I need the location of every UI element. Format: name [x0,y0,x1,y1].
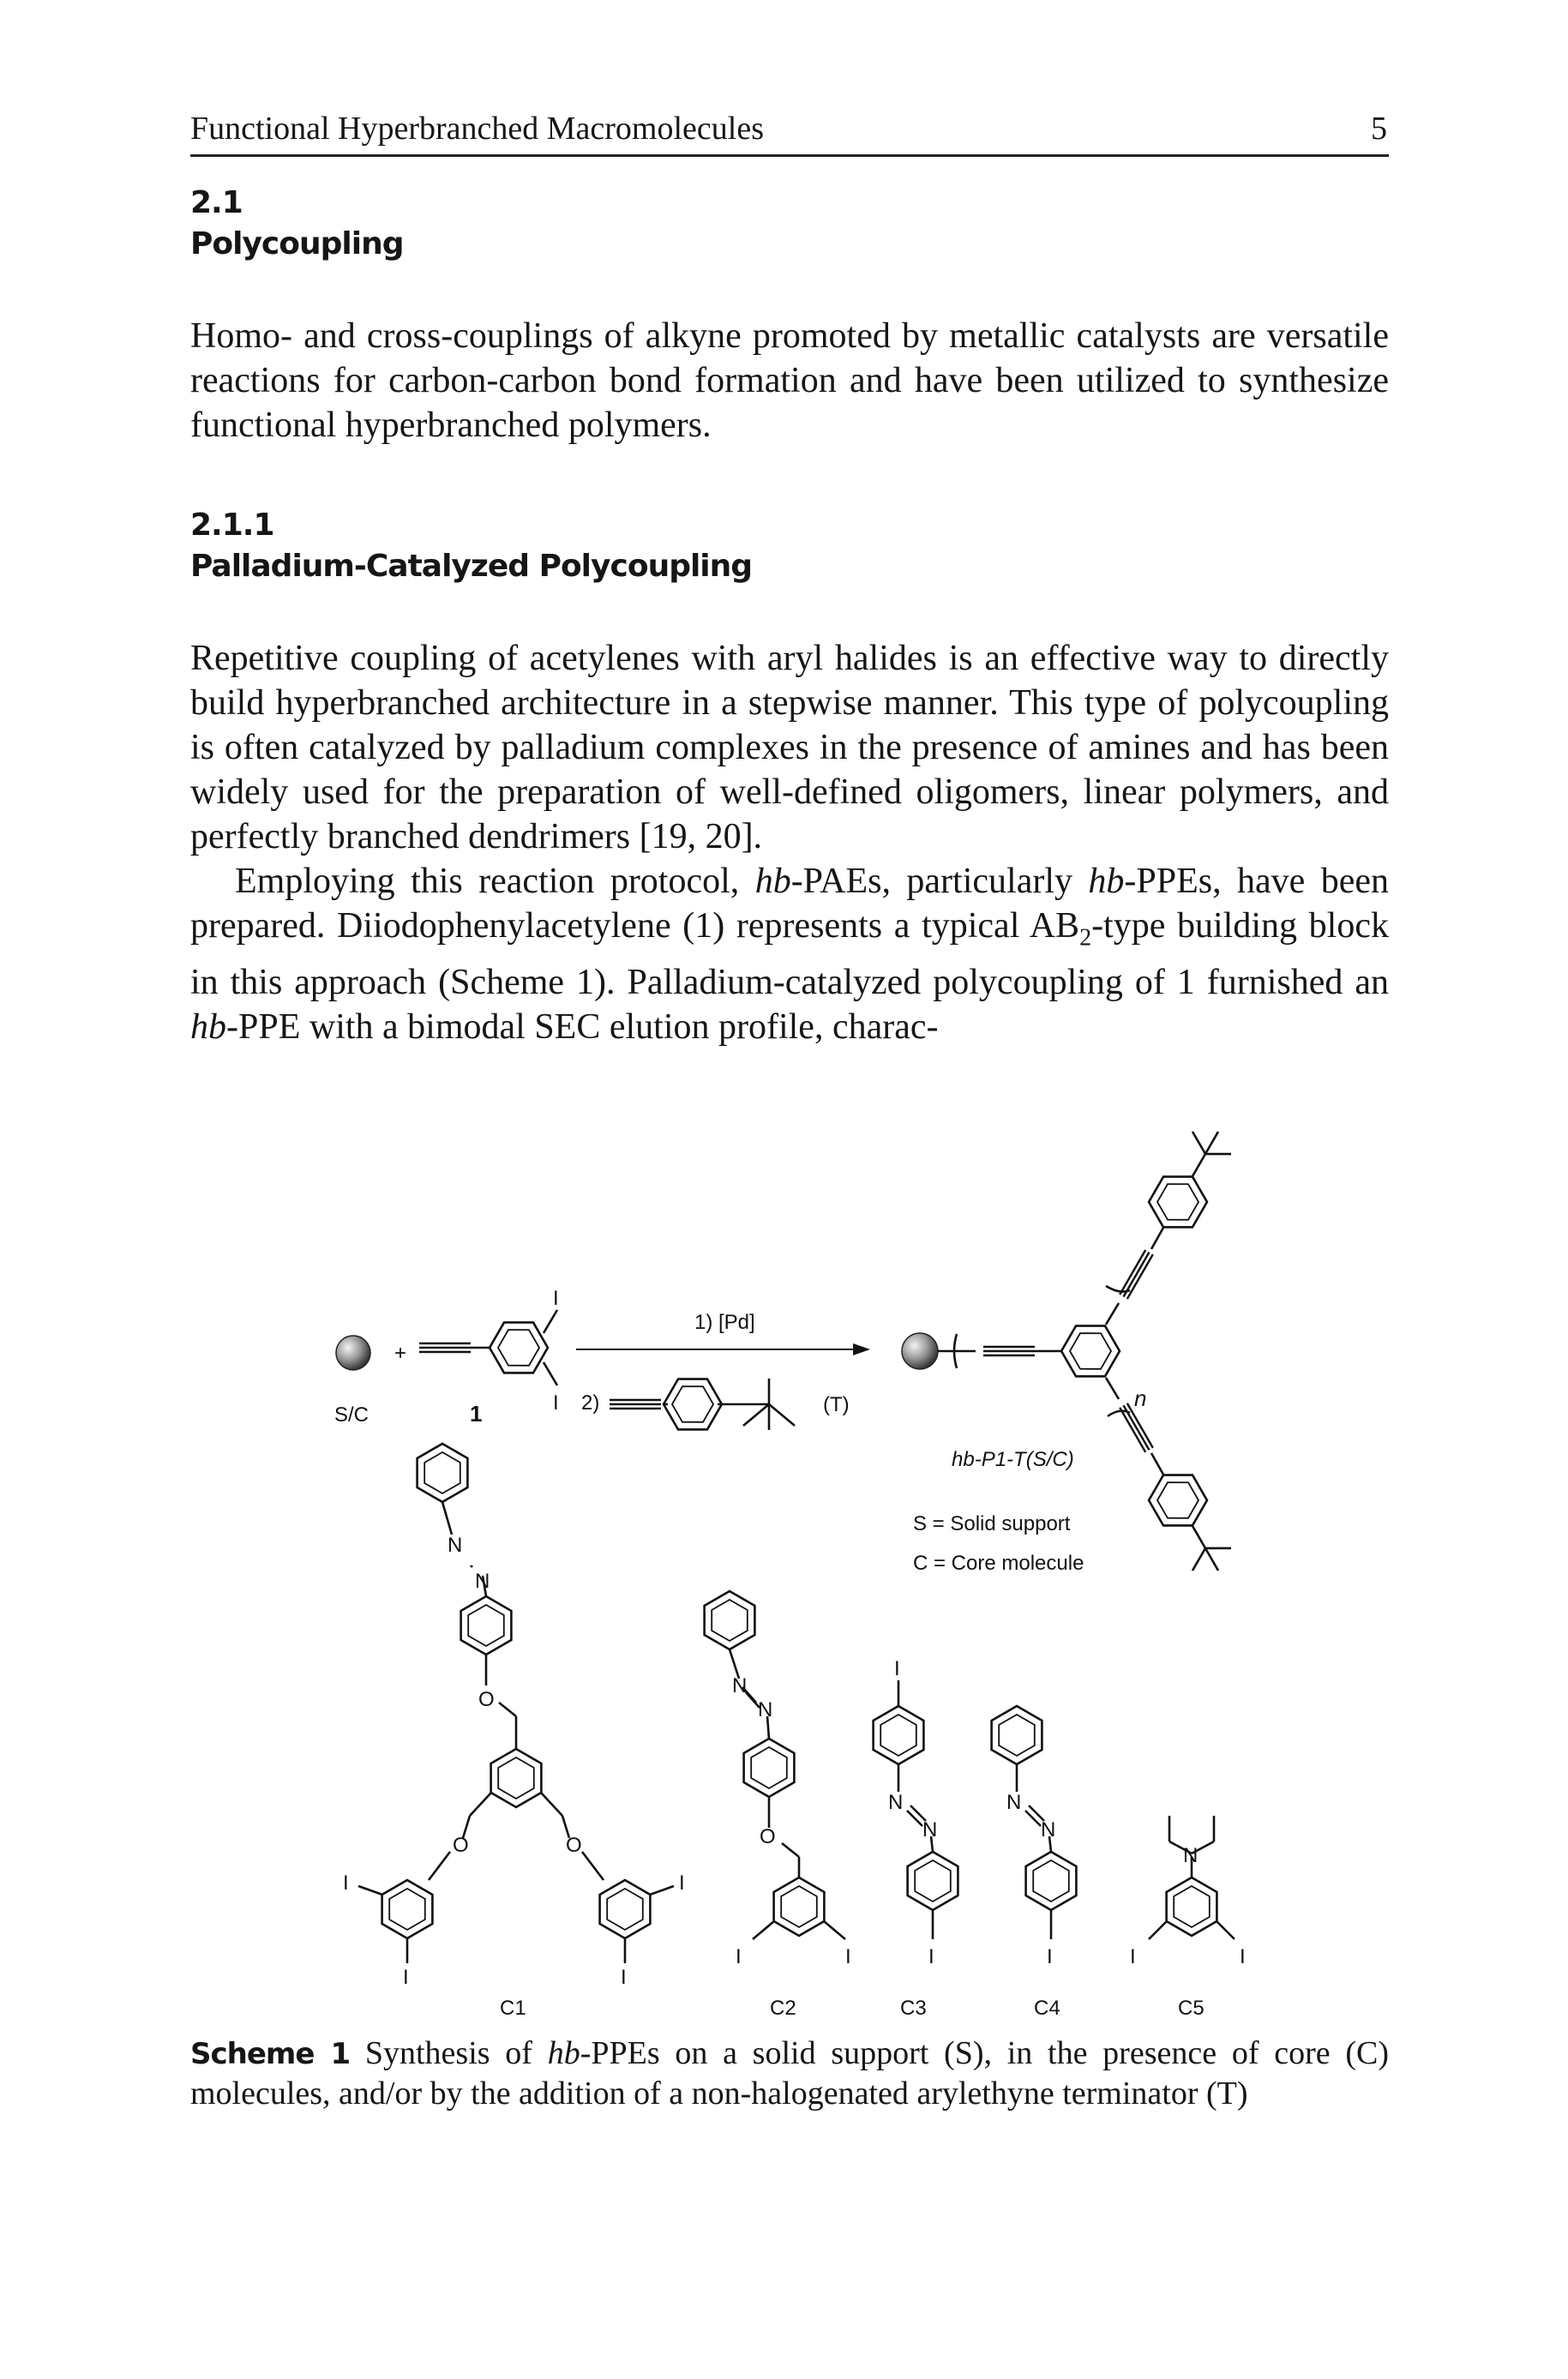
oxygen-label: O [478,1688,495,1711]
label-sc: S/C [334,1403,369,1427]
section-title: Polycoupling [190,226,404,261]
label-monomer-1: 1 [470,1401,483,1427]
solid-support-sphere [336,1336,370,1370]
running-head-title: Functional Hyperbranched Macromolecules [190,111,764,147]
scheme-caption: Scheme 1 Synthesis of hb-PPEs on a solid support (S), in the presence of core (C) molecules, and/or by the addition of a non-halogenated arylethyne terminator (T) [190,2035,1389,2112]
legend-core-molecule: C = Core molecule [913,1552,1084,1575]
plus-sign: + [394,1342,407,1365]
page-number: 5 [1371,111,1387,147]
running-head [190,110,1389,157]
core-label-c3: C3 [900,1997,927,2020]
oxygen-label: O [760,1825,776,1848]
subsection-title: Palladium-Catalyzed Polycoupling [190,549,753,584]
iodine-label: I [343,1871,349,1895]
nitrogen-label: N [1006,1791,1022,1814]
terminator-label: (T) [823,1393,850,1416]
iodine-label: I [1240,1945,1246,1968]
paragraph: Employing this reaction protocol, hb-PAEs, particularly hb-PPEs, have been prepared. Diiodophenylacetylene (1) represents a typical $AB_2$-type building block in this approach (Scheme 1). Palladium-catalyzed polycoupling of 1 furnished an hb-PPE with a bimodal SEC elution profile, charac- [190,862,1389,1048]
repeat-unit-n: n [1134,1385,1147,1411]
iodine-label: I [679,1871,685,1895]
iodine-label: I [928,1945,934,1968]
oxygen-label: O [566,1834,582,1857]
nitrogen-label: N [922,1818,938,1841]
section-number: 2.1 [190,185,243,220]
iodine-label: I [894,1657,900,1680]
nitrogen-label: N [888,1791,904,1814]
iodine-label: I [621,1966,627,1989]
paragraph: Repetitive coupling of acetylenes with aryl halides is an effective way to directly build hyperbranched architecture in a stepwise manner. This type of polycoupling is often catalyzed by palladium complexes in the presence of amines and has been widely used for the preparation of well-defined oligomers, linear polymers, and perfectly branched dendrimers [19, 20]. [190,639,1389,856]
nitrogen-label: N [732,1674,748,1697]
core-label-c5: C5 [1178,1997,1205,2020]
core-label-c1: C1 [500,1997,526,2020]
iodine-label: I [553,1287,559,1310]
core-label-c2: C2 [770,1997,796,2020]
subsection-number: 2.1.1 [190,508,274,543]
nitrogen-label: N [475,1570,490,1593]
nitrogen-label: N [448,1534,463,1557]
reaction-step-1: 1) [Pd] [694,1311,755,1334]
product-sphere [902,1333,938,1369]
nitrogen-label: N [758,1698,773,1721]
iodine-label: I [1130,1945,1136,1968]
oxygen-label: O [453,1834,469,1857]
legend-solid-support: S = Solid support [913,1512,1071,1535]
caption-label: Scheme 1 [190,2037,351,2071]
core-label-c4: C4 [1034,1997,1060,2020]
iodine-label: I [736,1945,742,1968]
amine-nitrogen-label: N [1183,1844,1199,1867]
iodine-label: I [553,1391,559,1415]
reaction-step-2: 2) [581,1391,600,1415]
iodine-label: I [1047,1945,1053,1968]
iodine-label: I [403,1966,409,1989]
nitrogen-label: N [1041,1818,1056,1841]
product-label: hb-P1-T(S/C) [952,1448,1074,1471]
scheme-figure [0,1080,1568,2032]
paragraph: Homo- and cross-couplings of alkyne promoted by metallic catalysts are versatile reactions for carbon-carbon bond formation and have been utilized to synthesize functional hyperbranched polymers. [190,316,1389,445]
iodine-label: I [845,1945,851,1968]
